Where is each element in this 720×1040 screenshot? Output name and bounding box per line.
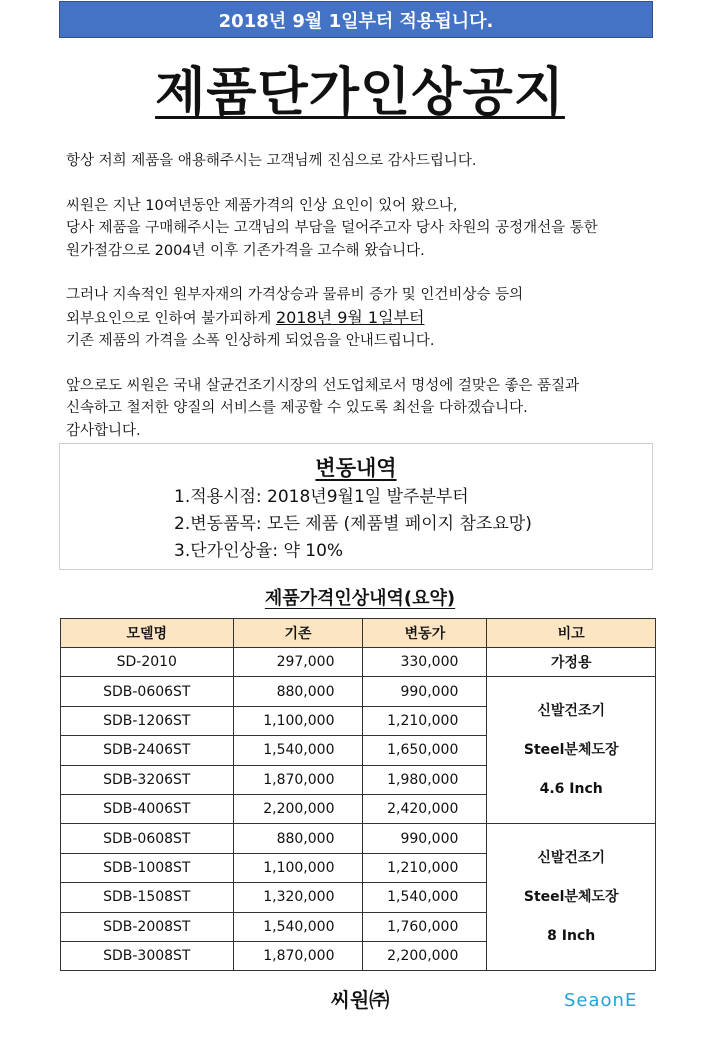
- old-price-cell: 1,320,000: [233, 883, 363, 912]
- note-cell-group-2: 신발건조기 Steel분체도장 8 Inch: [487, 824, 656, 971]
- effective-date-banner: [59, 1, 653, 38]
- old-price-cell: 297,000: [233, 648, 363, 677]
- notice-letter: [66, 150, 666, 442]
- model-cell: SDB-1508ST: [61, 883, 234, 912]
- model-cell: SD-2010: [61, 648, 234, 677]
- price-table: [60, 618, 656, 971]
- note-cell-group-1: 신발건조기 Steel분체도장 4.6 Inch: [487, 677, 656, 824]
- model-cell: SDB-2008ST: [61, 912, 234, 941]
- changes-title: 변동내역: [315, 456, 397, 480]
- new-price-cell: 1,650,000: [363, 736, 487, 765]
- column-header: 기존: [233, 619, 363, 648]
- model-cell: SDB-1206ST: [61, 706, 234, 735]
- letter-paragraph-1: 항상 저희 제품을 애용해주시는 고객님께 진심으로 감사드립니다.: [66, 153, 477, 169]
- table-header-row: [61, 619, 656, 648]
- new-price-cell: 1,210,000: [363, 706, 487, 735]
- model-cell: SDB-2406ST: [61, 736, 234, 765]
- highlight-date: 2018년 9월 1일부터: [275, 307, 425, 327]
- new-price-cell: 2,420,000: [363, 794, 487, 823]
- changes-item: 1.적용시점: 2018년9월1일 발주분부터: [174, 487, 469, 507]
- price-table-title: 제품가격인상내역(요약): [264, 588, 456, 609]
- model-cell: SDB-1008ST: [61, 853, 234, 882]
- new-price-cell: 1,980,000: [363, 765, 487, 794]
- old-price-cell: 1,540,000: [233, 736, 363, 765]
- company-name: 씨원㈜: [330, 988, 390, 1012]
- column-header: 비고: [487, 619, 656, 648]
- old-price-cell: 880,000: [233, 824, 363, 853]
- old-price-cell: 1,870,000: [233, 941, 363, 970]
- table-row: [61, 677, 656, 706]
- model-cell: SDB-3008ST: [61, 941, 234, 970]
- column-header: 모델명: [61, 619, 234, 648]
- old-price-cell: 1,540,000: [233, 912, 363, 941]
- old-price-cell: 880,000: [233, 677, 363, 706]
- changes-list: [174, 484, 532, 565]
- new-price-cell: 990,000: [363, 824, 487, 853]
- new-price-cell: 330,000: [363, 648, 487, 677]
- table-row: [61, 824, 656, 853]
- new-price-cell: 1,210,000: [363, 853, 487, 882]
- brand-logo: SeaonE: [564, 990, 638, 1011]
- letter-paragraph-4: 앞으로도 씨원은 국내 살균건조기시장의 선도업체로서 명성에 걸맞은 좋은 품질과 신속하고 철저한 양질의 서비스를 제공할 수 있도록 최선을 다하겠습니다. 감사합니다.: [66, 377, 580, 439]
- note-cell: 가정용: [487, 648, 656, 677]
- banner-text: 2018년 9월 1일부터 적용됩니다.: [218, 10, 494, 32]
- old-price-cell: 1,100,000: [233, 706, 363, 735]
- new-price-cell: 2,200,000: [363, 941, 487, 970]
- model-cell: SDB-0608ST: [61, 824, 234, 853]
- page-title: 제품단가인상공지: [155, 63, 565, 123]
- new-price-cell: 990,000: [363, 677, 487, 706]
- table-row: [61, 648, 656, 677]
- letter-paragraph-3: 그러나 지속적인 원부자재의 가격상승과 물류비 증가 및 인건비상승 등의 외부요인으로 인하여 불가피하게 2018년 9월 1일부터 기존 제품의 가격을 소폭 인상하게 되었음을 안내드립니다.: [66, 287, 524, 349]
- model-cell: SDB-3206ST: [61, 765, 234, 794]
- new-price-cell: 1,540,000: [363, 883, 487, 912]
- new-price-cell: 1,760,000: [363, 912, 487, 941]
- old-price-cell: 2,200,000: [233, 794, 363, 823]
- changes-item: 2.변동품목: 모든 제품 (제품별 페이지 참조요망): [174, 514, 532, 534]
- old-price-cell: 1,870,000: [233, 765, 363, 794]
- changes-item: 3.단가인상율: 약 10%: [174, 541, 344, 561]
- model-cell: SDB-0606ST: [61, 677, 234, 706]
- letter-paragraph-2: 씨원은 지난 10여년동안 제품가격의 인상 요인이 있어 왔으나, 당사 제품을 구매해주시는 고객님의 부담을 덜어주고자 당사 차원의 공정개선을 통한 원가절감으로 2004년 이후 기존가격을 고수해 왔습니다.: [66, 197, 598, 259]
- model-cell: SDB-4006ST: [61, 794, 234, 823]
- column-header: 변동가: [363, 619, 487, 648]
- old-price-cell: 1,100,000: [233, 853, 363, 882]
- changes-box: [59, 443, 653, 570]
